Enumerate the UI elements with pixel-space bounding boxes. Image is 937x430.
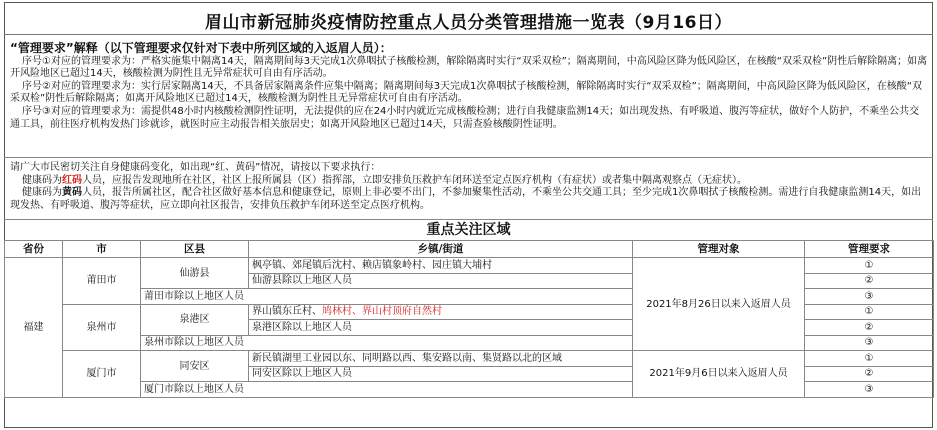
street-text-highlight: 鸠林村、界山村顶府自然村 bbox=[322, 306, 442, 318]
street-cell: 枫亭镇、郊尾镇后沈村、赖店镇象岭村、园庄镇大埔村 bbox=[249, 258, 633, 274]
section-divider bbox=[4, 157, 933, 158]
city-cell: 厦门市 bbox=[63, 351, 141, 398]
notice-red-pre: 健康码为 bbox=[22, 174, 62, 186]
header-street: 乡镇/街道 bbox=[249, 241, 633, 258]
header-county: 区县 bbox=[141, 241, 249, 258]
header-target: 管理对象 bbox=[633, 241, 805, 258]
requirement-cell: ① bbox=[805, 351, 934, 367]
notice-red-post: 人员，应报告发现地所在社区，社区上报所属县（区）指挥部，立即安排负压救护车闭环送至定点医疗机构（有症状）或者集中隔离观察点（无症状）。 bbox=[82, 174, 747, 186]
notice-yellow-post: 人员，报告所属社区，配合社区做好基本信息和健康登记，原则上非必要不出门，不参加聚集性活动，不乘坐公共交通工具；至少完成1次鼻咽拭子核酸检测。需进行自我健康监测14天，如出现发热、有呼吸道、腹泻等症状，应立即向社区报告，安排负压救护车闭环送至定点医疗机构。 bbox=[10, 187, 922, 211]
target-cell: 2021年8月26日以来入返眉人员 bbox=[633, 258, 805, 351]
county-cell: 泉港区 bbox=[141, 304, 249, 335]
notice-yellow-pre: 健康码为 bbox=[22, 187, 62, 199]
street-cell bbox=[249, 304, 633, 320]
city-cell: 莆田市 bbox=[63, 258, 141, 305]
table-row bbox=[5, 351, 934, 367]
street-cell: 泉州市除以上地区人员 bbox=[141, 335, 633, 351]
county-cell: 仙游县 bbox=[141, 258, 249, 289]
title-divider bbox=[4, 34, 933, 35]
zone-heading: 重点关注区域 bbox=[426, 222, 511, 238]
street-cell: 同安区除以上地区人员 bbox=[249, 366, 633, 382]
requirement-cell: ② bbox=[805, 320, 934, 336]
requirement-1: 序号①对应的管理要求为：严格实施集中隔离14天，隔离期间每3天完成1次鼻咽拭子核酸检测，解除隔离时实行“双采双检”；隔离期间，中高风险区降为低风险区，在核酸“双采双检”阴性后解除隔离；如离开风险地区已超过14天，核酸检测为阴性且无异常症状可自由有序活动。 bbox=[10, 55, 928, 80]
requirement-cell: ② bbox=[805, 366, 934, 382]
notice-red-code bbox=[10, 175, 928, 188]
notice-intro: 请广大市民密切关注自身健康码变化，如出现“红、黄码”情况，请按以下要求执行： bbox=[10, 162, 381, 173]
table-header-row bbox=[5, 241, 934, 258]
health-code-notice bbox=[10, 162, 928, 212]
street-cell: 新民镇湖里工业园以东、同明路以西、集安路以南、集贤路以北的区域 bbox=[249, 351, 633, 367]
requirement-cell: ③ bbox=[805, 335, 934, 351]
yellow-code-label: 黄码 bbox=[62, 187, 82, 199]
street-cell: 莆田市除以上地区人员 bbox=[141, 289, 633, 305]
header-requirement: 管理要求 bbox=[805, 241, 934, 258]
requirement-cell: ① bbox=[805, 258, 934, 274]
requirement-cell: ② bbox=[805, 273, 934, 289]
street-text: 界山镇东丘村、 bbox=[252, 306, 322, 318]
requirement-cell: ① bbox=[805, 304, 934, 320]
requirements-section bbox=[10, 42, 928, 131]
requirement-3: 序号③对应的管理要求为：需提供48小时内核酸检测阴性证明，无法提供的应在24小时内就近完成核酸检测；进行自我健康监测14天；如出现发热、有呼吸道、腹泻等症状，做好个人防护，不乘坐公共交通工具，前往医疗机构发热门诊就诊，就医时应主动报告相关旅居史；如离开风险地区已超过14天，只需查验核酸阴性证明。 bbox=[10, 105, 920, 130]
page-title: 眉山市新冠肺炎疫情防控重点人员分类管理措施一览表（9月16日） bbox=[205, 13, 732, 33]
requirements-heading: “管理要求”解释（以下管理要求仅针对下表中所列区域的入返眉人员）： bbox=[10, 41, 392, 55]
target-cell: 2021年9月6日以来入返眉人员 bbox=[633, 351, 805, 398]
zone-table bbox=[4, 240, 934, 398]
requirement-2: 序号②对应的管理要求为：实行居家隔离14天，不具备居家隔离条件应集中隔离；隔离期间每3天完成1次鼻咽拭子核酸检测，解除隔离时实行“双采双检”；隔离期间，中高风险区降为低风险区，在核酸“双采双检”阴性后解除隔离；如离开风险地区已超过14天，核酸检测为阴性且无异常症状可自由有序活动。 bbox=[10, 80, 922, 105]
street-cell: 仙游县除以上地区人员 bbox=[249, 273, 633, 289]
street-cell: 厦门市除以上地区人员 bbox=[141, 382, 633, 398]
header-province: 省份 bbox=[5, 241, 63, 258]
notice-yellow-code bbox=[10, 187, 928, 212]
street-cell: 泉港区除以上地区人员 bbox=[249, 320, 633, 336]
requirement-cell: ③ bbox=[805, 289, 934, 305]
province-cell: 福建 bbox=[5, 258, 63, 398]
table-row bbox=[5, 258, 934, 274]
requirement-cell: ③ bbox=[805, 382, 934, 398]
header-city: 市 bbox=[63, 241, 141, 258]
city-cell: 泉州市 bbox=[63, 304, 141, 351]
county-cell: 同安区 bbox=[141, 351, 249, 382]
red-code-label: 红码 bbox=[62, 174, 82, 186]
